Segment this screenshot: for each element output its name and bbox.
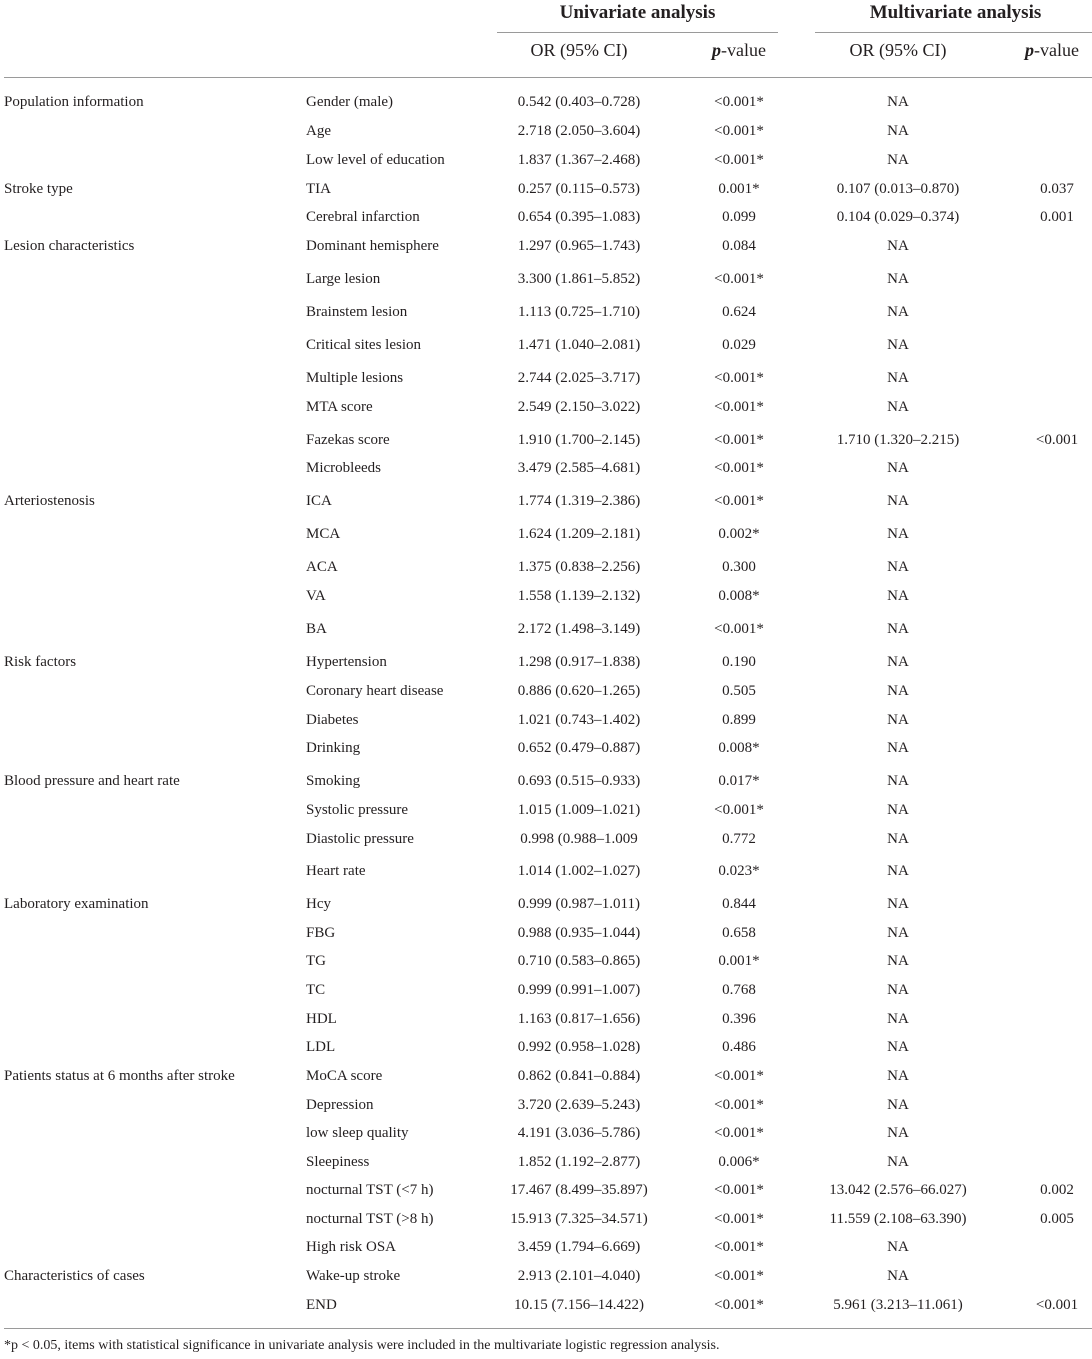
univariate-or: 1.297 (0.965–1.743) [517, 238, 641, 254]
univariate-p-value: 0.658 [722, 925, 756, 941]
variable-label: Dominant hemisphere [306, 238, 439, 254]
multivariate-or: NA [887, 588, 909, 604]
univariate-p-value: 0.001* [718, 181, 760, 197]
multivariate-or: NA [887, 94, 909, 110]
variable-label: TC [306, 982, 326, 998]
variable-label: BA [306, 621, 327, 637]
univariate-or: 0.998 (0.988–1.009 [520, 831, 638, 847]
univariate-or: 0.862 (0.841–0.884) [517, 1068, 641, 1084]
multivariate-or: NA [887, 460, 909, 476]
univariate-or: 1.375 (0.838–2.256) [517, 559, 641, 575]
category-label: Arteriostenosis [4, 493, 95, 509]
multivariate-or: 13.042 (2.576–66.027) [829, 1182, 967, 1198]
univariate-or-header: OR (95% CI) [530, 40, 628, 60]
variable-label: TG [306, 953, 326, 969]
multivariate-or: NA [887, 621, 909, 637]
multivariate-header: Multivariate analysis [869, 2, 1042, 23]
multivariate-p-value: <0.001 [1035, 432, 1079, 448]
category-label: Stroke type [4, 181, 73, 197]
variable-label: Cerebral infarction [306, 209, 420, 225]
multivariate-or: NA [887, 831, 909, 847]
univariate-p-value: <0.001* [714, 271, 764, 287]
univariate-or: 1.113 (0.725–1.710) [518, 304, 640, 320]
multivariate-or: NA [887, 982, 909, 998]
variable-label: nocturnal TST (>8 h) [306, 1211, 434, 1227]
variable-label: Brainstem lesion [306, 304, 408, 320]
univariate-p-value: 0.772 [722, 831, 756, 847]
univariate-or: 0.988 (0.935–1.044) [517, 925, 641, 941]
univariate-p-value: <0.001* [714, 94, 764, 110]
multivariate-or: 0.104 (0.029–0.374) [836, 209, 960, 225]
multivariate-or: NA [887, 863, 909, 879]
footnote: *p < 0.05, items with statistical significance in univariate analysis were included in the multivariate logistic regression analysis. [4, 1338, 720, 1353]
univariate-p-value: <0.001* [714, 1068, 764, 1084]
multivariate-or: NA [887, 953, 909, 969]
univariate-p-value: 0.008* [718, 740, 760, 756]
p-suffix: -value [1034, 40, 1079, 60]
univariate-or: 3.300 (1.861–5.852) [517, 271, 641, 287]
multivariate-or: NA [887, 493, 909, 509]
univariate-or: 1.910 (1.700–2.145) [517, 432, 641, 448]
variable-label: Sleepiness [306, 1154, 370, 1170]
univariate-or: 1.471 (1.040–2.081) [517, 337, 641, 353]
univariate-or: 0.992 (0.958–1.028) [517, 1039, 641, 1055]
univariate-or: 15.913 (7.325–34.571) [510, 1211, 648, 1227]
variable-label: ACA [306, 559, 338, 575]
variable-label: Hcy [306, 896, 331, 912]
multivariate-p-value: 0.005 [1040, 1211, 1074, 1227]
univariate-or: 3.720 (2.639–5.243) [517, 1097, 641, 1113]
univariate-or: 0.999 (0.987–1.011) [518, 896, 640, 912]
multivariate-or: NA [887, 1125, 909, 1141]
multivariate-or: NA [887, 896, 909, 912]
p-suffix: -value [721, 40, 766, 60]
univariate-or: 4.191 (3.036–5.786) [517, 1125, 641, 1141]
univariate-or: 1.852 (1.192–2.877) [517, 1154, 641, 1170]
variable-label: VA [306, 588, 326, 604]
multivariate-or: NA [887, 712, 909, 728]
univariate-or: 1.163 (0.817–1.656) [517, 1011, 641, 1027]
univariate-p-value: 0.486 [722, 1039, 756, 1055]
multivariate-or: NA [887, 370, 909, 386]
univariate-or: 0.710 (0.583–0.865) [517, 953, 641, 969]
variable-label: Large lesion [306, 271, 381, 287]
variable-label: Drinking [306, 740, 361, 756]
multivariate-or: 11.559 (2.108–63.390) [829, 1211, 967, 1227]
univariate-or: 2.549 (2.150–3.022) [517, 399, 641, 415]
variable-label: High risk OSA [306, 1239, 397, 1255]
univariate-p-value: <0.001* [714, 152, 764, 168]
multivariate-p-value: 0.037 [1040, 181, 1074, 197]
multivariate-or: NA [887, 1097, 909, 1113]
univariate-or: 0.257 (0.115–0.573) [518, 181, 640, 197]
univariate-or: 2.172 (1.498–3.149) [517, 621, 641, 637]
variable-label: Diabetes [306, 712, 359, 728]
variable-label: Age [306, 123, 331, 139]
univariate-p-value: <0.001* [714, 493, 764, 509]
variable-label: Heart rate [306, 863, 366, 879]
univariate-p-value: <0.001* [714, 432, 764, 448]
p-italic: p [1025, 40, 1034, 60]
univariate-or: 1.015 (1.009–1.021) [517, 802, 641, 818]
multivariate-or: NA [887, 1239, 909, 1255]
table-bottom-rule [4, 1328, 1092, 1329]
multivariate-p-value: 0.002 [1040, 1182, 1074, 1198]
univariate-or: 1.298 (0.917–1.838) [517, 654, 641, 670]
univariate-or: 1.021 (0.743–1.402) [517, 712, 641, 728]
category-label: Population information [4, 94, 144, 110]
variable-label: Depression [306, 1097, 374, 1113]
univariate-p-value: 0.190 [722, 654, 756, 670]
univariate-or: 0.542 (0.403–0.728) [517, 94, 641, 110]
variable-label: MoCA score [306, 1068, 383, 1084]
variable-label: ICA [306, 493, 332, 509]
variable-label: Gender (male) [306, 94, 394, 110]
univariate-or: 0.886 (0.620–1.265) [517, 683, 641, 699]
multivariate-or: NA [887, 683, 909, 699]
variable-label: MTA score [306, 399, 373, 415]
variable-label: Hypertension [306, 654, 387, 670]
variable-label: Diastolic pressure [306, 831, 414, 847]
multivariate-or: NA [887, 1154, 909, 1170]
multivariate-or: NA [887, 1068, 909, 1084]
variable-label: HDL [306, 1011, 337, 1027]
category-label: Laboratory examination [4, 896, 149, 912]
univariate-or: 0.652 (0.479–0.887) [517, 740, 641, 756]
univariate-p-value: 0.023* [718, 863, 760, 879]
multivariate-p-value: 0.001 [1040, 209, 1074, 225]
univariate-or: 10.15 (7.156–14.422) [514, 1297, 644, 1313]
univariate-p-value: <0.001* [714, 123, 764, 139]
variable-label: Low level of education [306, 152, 445, 168]
multivariate-or: NA [887, 337, 909, 353]
univariate-p-value: 0.099 [722, 209, 756, 225]
univariate-p-value: <0.001* [714, 399, 764, 415]
univariate-or: 1.837 (1.367–2.468) [517, 152, 641, 168]
univariate-p-value: <0.001* [714, 1239, 764, 1255]
multivariate-or: NA [887, 925, 909, 941]
multivariate-or: NA [887, 740, 909, 756]
multivariate-or: NA [887, 1039, 909, 1055]
variable-label: Fazekas score [306, 432, 390, 448]
univariate-p-value: 0.899 [722, 712, 756, 728]
category-label: Blood pressure and heart rate [4, 773, 180, 789]
variable-label: low sleep quality [306, 1125, 409, 1141]
univariate-p-value: 0.505 [722, 683, 756, 699]
univariate-p-value: 0.084 [722, 238, 756, 254]
multivariate-or: NA [887, 526, 909, 542]
univariate-p-value: 0.001* [718, 953, 760, 969]
multivariate-or-header: OR (95% CI) [849, 40, 947, 60]
univariate-p-value: <0.001* [714, 1097, 764, 1113]
variable-label: TIA [306, 181, 331, 197]
univariate-p-value: 0.624 [722, 304, 756, 320]
category-label: Characteristics of cases [4, 1268, 145, 1284]
variable-label: nocturnal TST (<7 h) [306, 1182, 434, 1198]
univariate-p-value: 0.300 [722, 559, 756, 575]
univariate-or: 1.014 (1.002–1.027) [517, 863, 641, 879]
univariate-or: 1.624 (1.209–2.181) [517, 526, 641, 542]
univariate-or: 2.744 (2.025–3.717) [517, 370, 641, 386]
univariate-p-value: 0.768 [722, 982, 756, 998]
univariate-or: 0.654 (0.395–1.083) [517, 209, 641, 225]
multivariate-or: NA [887, 304, 909, 320]
univariate-or: 17.467 (8.499–35.897) [510, 1182, 648, 1198]
univariate-or: 3.459 (1.794–6.669) [517, 1239, 641, 1255]
multivariate-or: 5.961 (3.213–11.061) [833, 1297, 963, 1313]
variable-label: Smoking [306, 773, 361, 789]
multivariate-or: NA [887, 1268, 909, 1284]
univariate-p-value: <0.001* [714, 460, 764, 476]
p-italic: p [712, 40, 721, 60]
multivariate-or: NA [887, 654, 909, 670]
variable-label: Multiple lesions [306, 370, 404, 386]
multivariate-or: NA [887, 559, 909, 575]
univariate-p-value: <0.001* [714, 370, 764, 386]
univariate-or: 0.693 (0.515–0.933) [517, 773, 641, 789]
univariate-p-value: 0.006* [718, 1154, 760, 1170]
univariate-or: 0.999 (0.991–1.007) [517, 982, 641, 998]
variable-label: LDL [306, 1039, 336, 1055]
multivariate-p-value: <0.001 [1035, 1297, 1079, 1313]
univariate-p-value: 0.844 [722, 896, 756, 912]
variable-label: Wake-up stroke [306, 1268, 401, 1284]
univariate-or: 3.479 (2.585–4.681) [517, 460, 641, 476]
univariate-p-value: <0.001* [714, 1211, 764, 1227]
variable-label: MCA [306, 526, 341, 542]
univariate-p-value: <0.001* [714, 1125, 764, 1141]
multivariate-or: NA [887, 238, 909, 254]
variable-label: Systolic pressure [306, 802, 409, 818]
multivariate-or: NA [887, 152, 909, 168]
univariate-p-value: 0.017* [718, 773, 760, 789]
multivariate-or: NA [887, 1011, 909, 1027]
univariate-p-value: 0.029 [722, 337, 756, 353]
multivariate-or: 1.710 (1.320–2.215) [836, 432, 960, 448]
univariate-p-value: <0.001* [714, 621, 764, 637]
category-label: Risk factors [4, 654, 77, 670]
multivariate-or: NA [887, 399, 909, 415]
univariate-p-value: <0.001* [714, 802, 764, 818]
univariate-p-value: 0.008* [718, 588, 760, 604]
univariate-or: 1.558 (1.139–2.132) [517, 588, 641, 604]
univariate-header: Univariate analysis [559, 2, 716, 23]
multivariate-or: NA [887, 271, 909, 287]
variable-label: FBG [306, 925, 336, 941]
multivariate-or: NA [887, 773, 909, 789]
category-label: Lesion characteristics [4, 238, 135, 254]
multivariate-or: NA [887, 802, 909, 818]
univariate-p-value: <0.001* [714, 1297, 764, 1313]
variable-label: Microbleeds [306, 460, 381, 476]
univariate-or: 2.718 (2.050–3.604) [517, 123, 641, 139]
category-label: Patients status at 6 months after stroke [4, 1068, 235, 1084]
univariate-p-value: <0.001* [714, 1268, 764, 1284]
univariate-p-value: 0.396 [722, 1011, 756, 1027]
variable-label: END [306, 1297, 337, 1313]
univariate-p-value: 0.002* [718, 526, 760, 542]
univariate-or: 1.774 (1.319–2.386) [517, 493, 641, 509]
multivariate-or: 0.107 (0.013–0.870) [836, 181, 960, 197]
univariate-p-value: <0.001* [714, 1182, 764, 1198]
univariate-or: 2.913 (2.101–4.040) [517, 1268, 641, 1284]
variable-label: Coronary heart disease [306, 683, 444, 699]
variable-label: Critical sites lesion [306, 337, 421, 353]
multivariate-or: NA [887, 123, 909, 139]
